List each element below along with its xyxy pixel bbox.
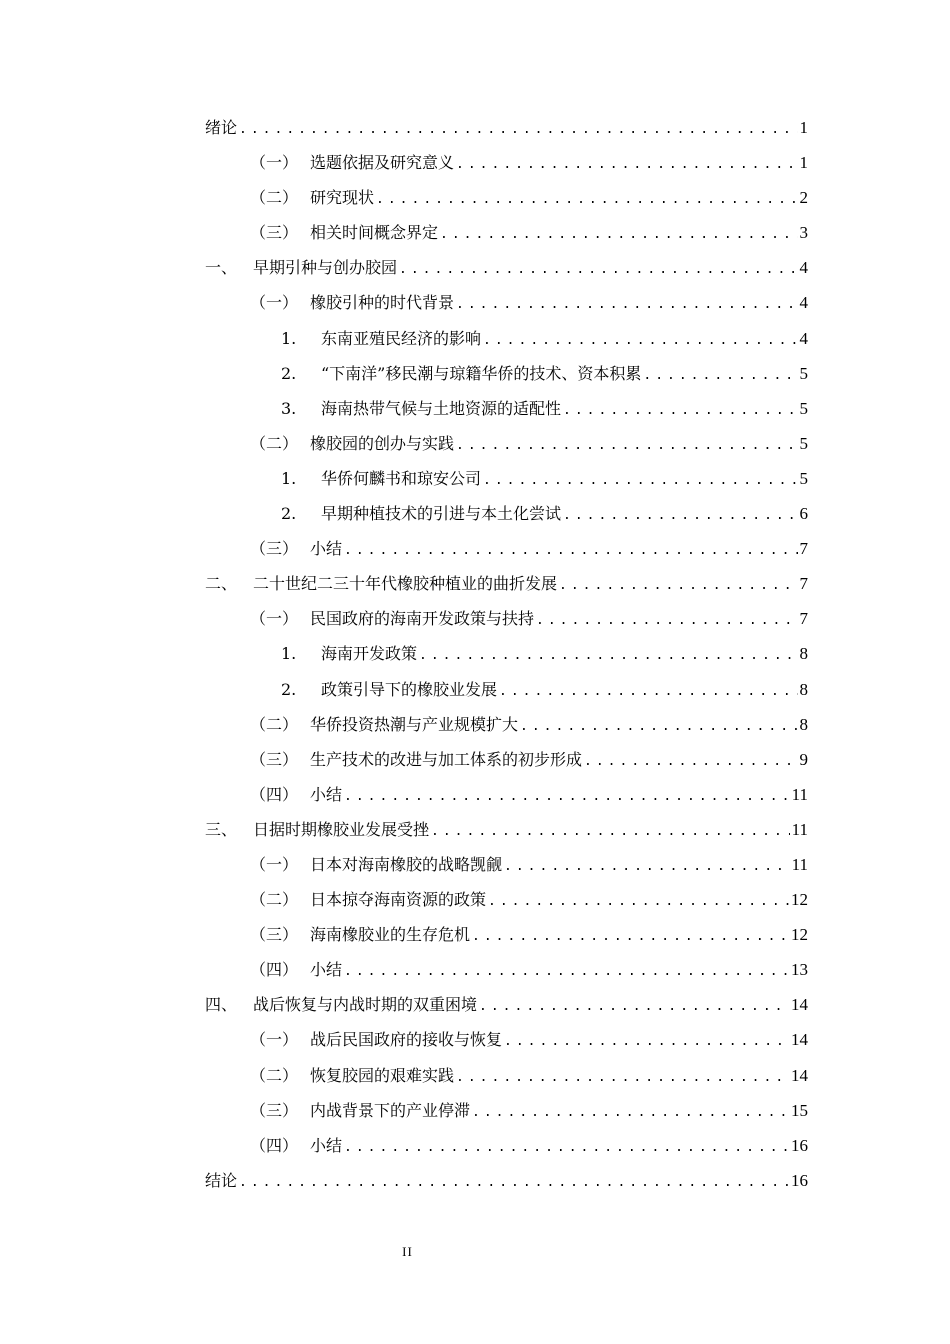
dot-leader	[472, 929, 789, 944]
toc-entry-title: 战后恢复与内战时期的双重困境	[253, 995, 478, 1015]
toc-entry-page-number: 3	[799, 223, 808, 243]
dot-leader	[643, 368, 797, 383]
toc-entry-prefix: （三）	[250, 1100, 299, 1120]
toc-entry-title: 战后民国政府的接收与恢复	[310, 1030, 503, 1050]
toc-entry[interactable]	[205, 782, 808, 817]
toc-entry-title: 小结	[310, 539, 343, 559]
toc-entry-prefix: （一）	[250, 153, 299, 173]
dot-leader	[456, 438, 797, 453]
dot-leader	[239, 122, 797, 137]
toc-entry-prefix: 3.	[281, 398, 297, 418]
toc-entry-page-number: 16	[791, 1170, 808, 1190]
dot-leader	[456, 1070, 789, 1085]
toc-entry-page-number: 5	[799, 398, 808, 418]
toc-entry-prefix: （二）	[250, 890, 299, 910]
dot-leader	[483, 473, 797, 488]
dot-leader	[520, 719, 797, 734]
dot-leader	[563, 403, 797, 418]
toc-entry[interactable]	[205, 641, 808, 676]
toc-entry-title: 海南开发政策	[321, 644, 418, 664]
toc-entry-prefix: （一）	[250, 609, 299, 629]
toc-entry-title: 政策引导下的橡胶业发展	[321, 679, 498, 699]
toc-entry-prefix: （一）	[250, 293, 299, 313]
toc-entry[interactable]	[205, 817, 808, 852]
toc-entry[interactable]	[205, 361, 808, 396]
toc-entry-title: “下南洋”移民潮与琼籍华侨的技术、资本积累	[321, 363, 642, 383]
toc-entry-prefix: （三）	[250, 539, 299, 559]
toc-entry[interactable]	[205, 1098, 808, 1133]
toc-entry-page-number: 1	[799, 153, 808, 173]
dot-leader	[344, 1140, 789, 1155]
toc-entry-page-number: 12	[791, 925, 808, 945]
dot-leader	[504, 1034, 789, 1049]
toc-entry-prefix: （三）	[250, 223, 299, 243]
toc-entry-page-number: 13	[791, 960, 808, 980]
dot-leader	[536, 613, 797, 628]
dot-leader	[559, 578, 797, 593]
toc-entry-title: 日据时期橡胶业发展受挫	[253, 819, 430, 839]
toc-entry-title: 选题依据及研究意义	[310, 153, 455, 173]
toc-entry-prefix: （二）	[250, 714, 299, 734]
toc-entry-prefix: （一）	[250, 854, 299, 874]
toc-entry-page-number: 9	[799, 749, 808, 769]
toc-entry-prefix: （四）	[250, 960, 299, 980]
dot-leader	[344, 964, 789, 979]
toc-entry-title: 研究现状	[310, 188, 375, 208]
toc-entry-prefix: 三、	[205, 819, 238, 839]
table-of-contents	[205, 115, 808, 1203]
toc-entry-page-number: 1	[799, 118, 808, 137]
toc-entry-title: 早期种植技术的引进与本土化尝试	[321, 504, 562, 524]
toc-entry[interactable]	[205, 290, 808, 325]
toc-entry-page-number: 11	[791, 784, 808, 804]
toc-entry-title: 华侨投资热潮与产业规模扩大	[310, 714, 519, 734]
dot-leader	[440, 227, 797, 242]
dot-leader	[239, 1175, 789, 1190]
toc-entry-page-number: 8	[799, 679, 808, 699]
toc-entry[interactable]	[205, 712, 808, 747]
toc-entry-page-number: 5	[799, 363, 808, 383]
toc-entry[interactable]	[205, 571, 808, 606]
toc-entry[interactable]	[205, 396, 808, 431]
toc-entry-page-number: 4	[799, 328, 808, 348]
toc-entry[interactable]	[205, 431, 808, 466]
dot-leader	[456, 157, 797, 172]
toc-entry-prefix: 1.	[281, 328, 297, 348]
toc-entry-title: 民国政府的海南开发政策与扶持	[310, 609, 535, 629]
toc-entry-title: 橡胶园的创办与实践	[310, 433, 455, 453]
toc-entry[interactable]	[205, 1027, 808, 1062]
page-number-footer: II	[402, 1244, 413, 1259]
dot-leader	[479, 999, 789, 1014]
toc-entry-prefix: 一、	[205, 258, 238, 278]
toc-entry[interactable]	[205, 1168, 808, 1203]
toc-entry-page-number: 5	[799, 468, 808, 488]
toc-entry[interactable]	[205, 1063, 808, 1098]
dot-leader	[399, 262, 797, 277]
dot-leader	[431, 824, 790, 839]
dot-leader	[344, 789, 790, 804]
toc-entry-page-number: 14	[791, 1065, 808, 1085]
toc-entry-prefix: （二）	[250, 433, 299, 453]
dot-leader	[499, 684, 797, 699]
toc-entry[interactable]	[205, 606, 808, 641]
toc-entry[interactable]	[205, 115, 808, 150]
toc-entry-title: 日本对海南橡胶的战略觊觎	[310, 854, 503, 874]
toc-entry[interactable]	[205, 922, 808, 957]
toc-entry-page-number: 7	[799, 609, 808, 629]
toc-entry-page-number: 12	[791, 890, 808, 910]
toc-entry[interactable]	[205, 536, 808, 571]
toc-entry-prefix: 1.	[281, 468, 297, 488]
toc-entry-prefix: 2.	[281, 679, 297, 699]
dot-leader	[472, 1105, 789, 1120]
toc-entry-page-number: 4	[799, 258, 808, 278]
toc-entry-title: 小结	[310, 960, 343, 980]
toc-entry-title: 早期引种与创办胶园	[253, 258, 398, 278]
toc-entry-prefix: 1.	[281, 644, 297, 664]
toc-entry-prefix: （四）	[250, 1135, 299, 1155]
toc-entry-title: 华侨何麟书和琼安公司	[321, 468, 482, 488]
toc-entry-prefix: （二）	[250, 188, 299, 208]
toc-entry-title: 二十世纪二三十年代橡胶种植业的曲折发展	[253, 574, 558, 594]
toc-entry-page-number: 8	[799, 644, 808, 664]
toc-entry-title: 海南橡胶业的生存危机	[310, 925, 471, 945]
toc-entry[interactable]	[205, 255, 808, 290]
toc-entry-prefix: 2.	[281, 363, 297, 383]
toc-entry[interactable]	[205, 185, 808, 220]
toc-entry-page-number: 14	[791, 995, 808, 1015]
toc-entry-page-number: 4	[799, 293, 808, 313]
toc-entry-title: 相关时间概念界定	[310, 223, 439, 243]
toc-entry[interactable]	[205, 992, 808, 1027]
toc-entry-page-number: 6	[799, 504, 808, 524]
toc-entry-title: 绪论	[205, 118, 238, 137]
toc-entry-title: 生产技术的改进与加工体系的初步形成	[310, 749, 583, 769]
toc-entry-title: 恢复胶园的艰难实践	[310, 1065, 455, 1085]
toc-entry-title: 日本掠夺海南资源的政策	[310, 890, 487, 910]
toc-entry[interactable]	[205, 466, 808, 501]
toc-entry[interactable]	[205, 326, 808, 361]
toc-entry-page-number: 5	[799, 433, 808, 453]
toc-entry-prefix: 四、	[205, 995, 238, 1015]
toc-entry-prefix: （三）	[250, 749, 299, 769]
toc-entry-title: 小结	[310, 1135, 343, 1155]
toc-entry-prefix: （一）	[250, 1030, 299, 1050]
toc-entry-title: 内战背景下的产业停滞	[310, 1100, 471, 1120]
dot-leader	[504, 859, 790, 874]
toc-entry[interactable]	[205, 677, 808, 712]
dot-leader	[456, 297, 797, 312]
toc-entry-prefix: 二、	[205, 574, 238, 594]
toc-entry-page-number: 7	[799, 574, 808, 594]
dot-leader	[376, 192, 797, 207]
toc-entry[interactable]	[205, 747, 808, 782]
toc-entry-title: 小结	[310, 784, 343, 804]
toc-entry[interactable]	[205, 150, 808, 185]
toc-entry[interactable]	[205, 887, 808, 922]
toc-entry-title: 橡胶引种的时代背景	[310, 293, 455, 313]
toc-entry[interactable]	[205, 501, 808, 536]
toc-entry-prefix: 2.	[281, 504, 297, 524]
toc-entry[interactable]	[205, 1133, 808, 1168]
toc-entry-page-number: 7	[799, 539, 808, 559]
toc-entry-prefix: （二）	[250, 1065, 299, 1085]
toc-entry[interactable]	[205, 852, 808, 887]
toc-entry-page-number: 14	[791, 1030, 808, 1050]
toc-entry[interactable]	[205, 957, 808, 992]
dot-leader	[344, 543, 797, 558]
toc-entry-page-number: 11	[791, 854, 808, 874]
toc-entry-page-number: 15	[791, 1100, 808, 1120]
dot-leader	[488, 894, 789, 909]
toc-entry-page-number: 16	[791, 1135, 808, 1155]
toc-entry-prefix: （四）	[250, 784, 299, 804]
toc-entry-title: 东南亚殖民经济的影响	[321, 328, 482, 348]
toc-entry-title: 海南热带气候与土地资源的适配性	[321, 398, 562, 418]
toc-entry-page-number: 11	[791, 819, 808, 839]
toc-entry-page-number: 2	[799, 188, 808, 208]
toc-entry-page-number: 8	[799, 714, 808, 734]
dot-leader	[483, 333, 797, 348]
toc-entry-prefix: （三）	[250, 925, 299, 945]
dot-leader	[563, 508, 797, 523]
toc-entry[interactable]	[205, 220, 808, 255]
dot-leader	[584, 754, 797, 769]
toc-entry-title: 结论	[205, 1170, 238, 1190]
dot-leader	[419, 648, 797, 663]
